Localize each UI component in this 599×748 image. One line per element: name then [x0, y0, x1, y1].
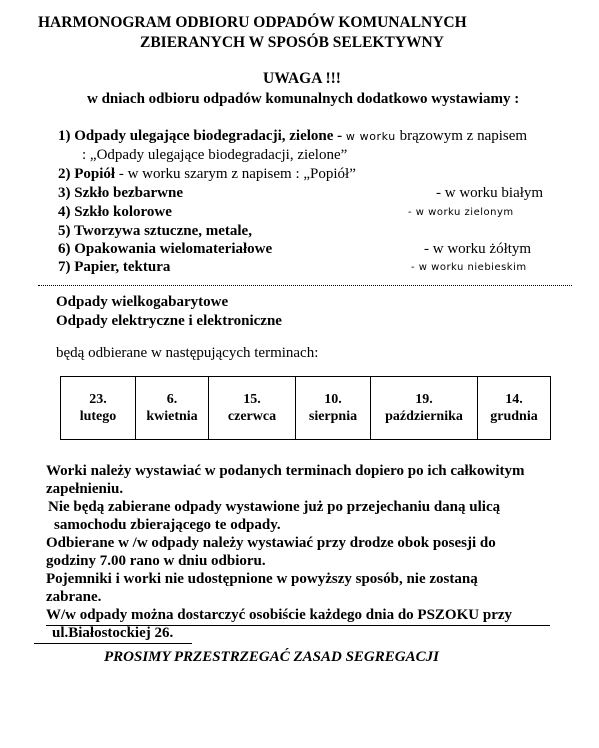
title-line-1: HARMONOGRAM ODBIORU ODPADÓW KOMUNALNYCH: [38, 14, 467, 31]
rule-line-2: zapełnieniu.: [46, 481, 124, 497]
terms-intro: będą odbierane w następujących terminach:: [56, 345, 319, 361]
rule-line-1: Worki należy wystawiać w podanych terminach dopiero po ich całkowitym: [46, 463, 525, 479]
date-day: 23.: [89, 392, 107, 407]
list-item-4-name: 4) Szkło kolorowe: [58, 204, 172, 220]
rule-line-10: ul.Białostockiej 26.: [52, 625, 174, 641]
list-item-5-name: 5) Tworzywa sztuczne, metale,: [58, 223, 252, 239]
date-month: grudnia: [490, 409, 538, 424]
rule-line-3: Nie będą zabierane odpady wystawione już po przejechaniu daną ulicą: [48, 499, 501, 515]
dates-table: [60, 376, 551, 440]
list-item-7-bag: - w worku niebieskim: [411, 262, 527, 273]
list-item-2: [58, 166, 356, 183]
rule-line-4: samochodu zbierającego te odpady.: [54, 517, 281, 533]
list-item-3-name: 3) Szkło bezbarwne: [58, 185, 183, 201]
date-cell: [209, 377, 296, 440]
date-day: 6.: [166, 392, 178, 407]
list-item-6-bag: - w worku żółtym: [424, 241, 532, 257]
date-month: lutego: [79, 409, 117, 424]
list-item-1-continuation: : „Odpady ulegające biodegradacji, zielone”: [82, 147, 348, 163]
notice-heading: UWAGA !!!: [263, 70, 341, 87]
rule-line-9: W/w odpady można dostarczyć osobiście każdego dnia do PSZOKU przy: [46, 607, 513, 623]
list-item-2-bag: - w worku szarym z napisem : „Popiół”: [118, 166, 356, 182]
date-month: października: [385, 409, 463, 424]
date-cell: [136, 377, 209, 440]
bulky-line-2: Odpady elektryczne i elektroniczne: [56, 313, 282, 329]
list-item-1-bag: brązowym z napisem: [399, 128, 528, 144]
date-month: czerwca: [227, 409, 277, 424]
rule-underline-2: [34, 643, 192, 644]
date-day: 19.: [415, 392, 433, 407]
list-item-3-bag: - w worku białym: [436, 185, 544, 201]
date-day: 10.: [324, 392, 342, 407]
date-cell: [371, 377, 478, 440]
list-item-1-bag-small: w worku: [345, 130, 396, 143]
date-month: kwietnia: [146, 409, 198, 424]
rule-line-7: Pojemniki i worki nie udostępnione w powyższy sposób, nie zostaną: [46, 571, 478, 587]
footer-slogan: PROSIMY PRZESTRZEGAĆ ZASAD SEGREGACJI: [104, 649, 439, 665]
date-day: 15.: [243, 392, 261, 407]
date-cell: [478, 377, 551, 440]
list-item-1: [58, 128, 527, 145]
list-item-7-name: 7) Papier, tektura: [58, 259, 171, 275]
dates-row: [61, 377, 551, 440]
list-item-2-name: 2) Popiół: [58, 166, 116, 182]
date-cell: [296, 377, 371, 440]
rule-line-6: godziny 7.00 rano w dniu odbioru.: [46, 553, 266, 569]
date-day: 14.: [505, 392, 523, 407]
date-month: sierpnia: [308, 409, 358, 424]
bulky-line-1: Odpady wielkogabarytowe: [56, 294, 229, 310]
list-item-1-name: 1) Odpady ulegające biodegradacji, zielone -: [58, 128, 343, 144]
rule-line-5: Odbierane w /w odpady należy wystawiać przy drodze obok posesji do: [46, 535, 496, 551]
list-item-4-bag: - w worku zielonym: [408, 207, 514, 218]
dotted-separator: [38, 285, 572, 286]
title-line-2: ZBIERANYCH W SPOSÓB SELEKTYWNY: [140, 34, 444, 51]
list-item-6-name: 6) Opakowania wielomateriałowe: [58, 241, 273, 257]
notice-subheading: w dniach odbioru odpadów komunalnych dodatkowo wystawiamy :: [87, 91, 520, 107]
date-cell: [61, 377, 136, 440]
rule-line-8: zabrane.: [46, 589, 102, 605]
